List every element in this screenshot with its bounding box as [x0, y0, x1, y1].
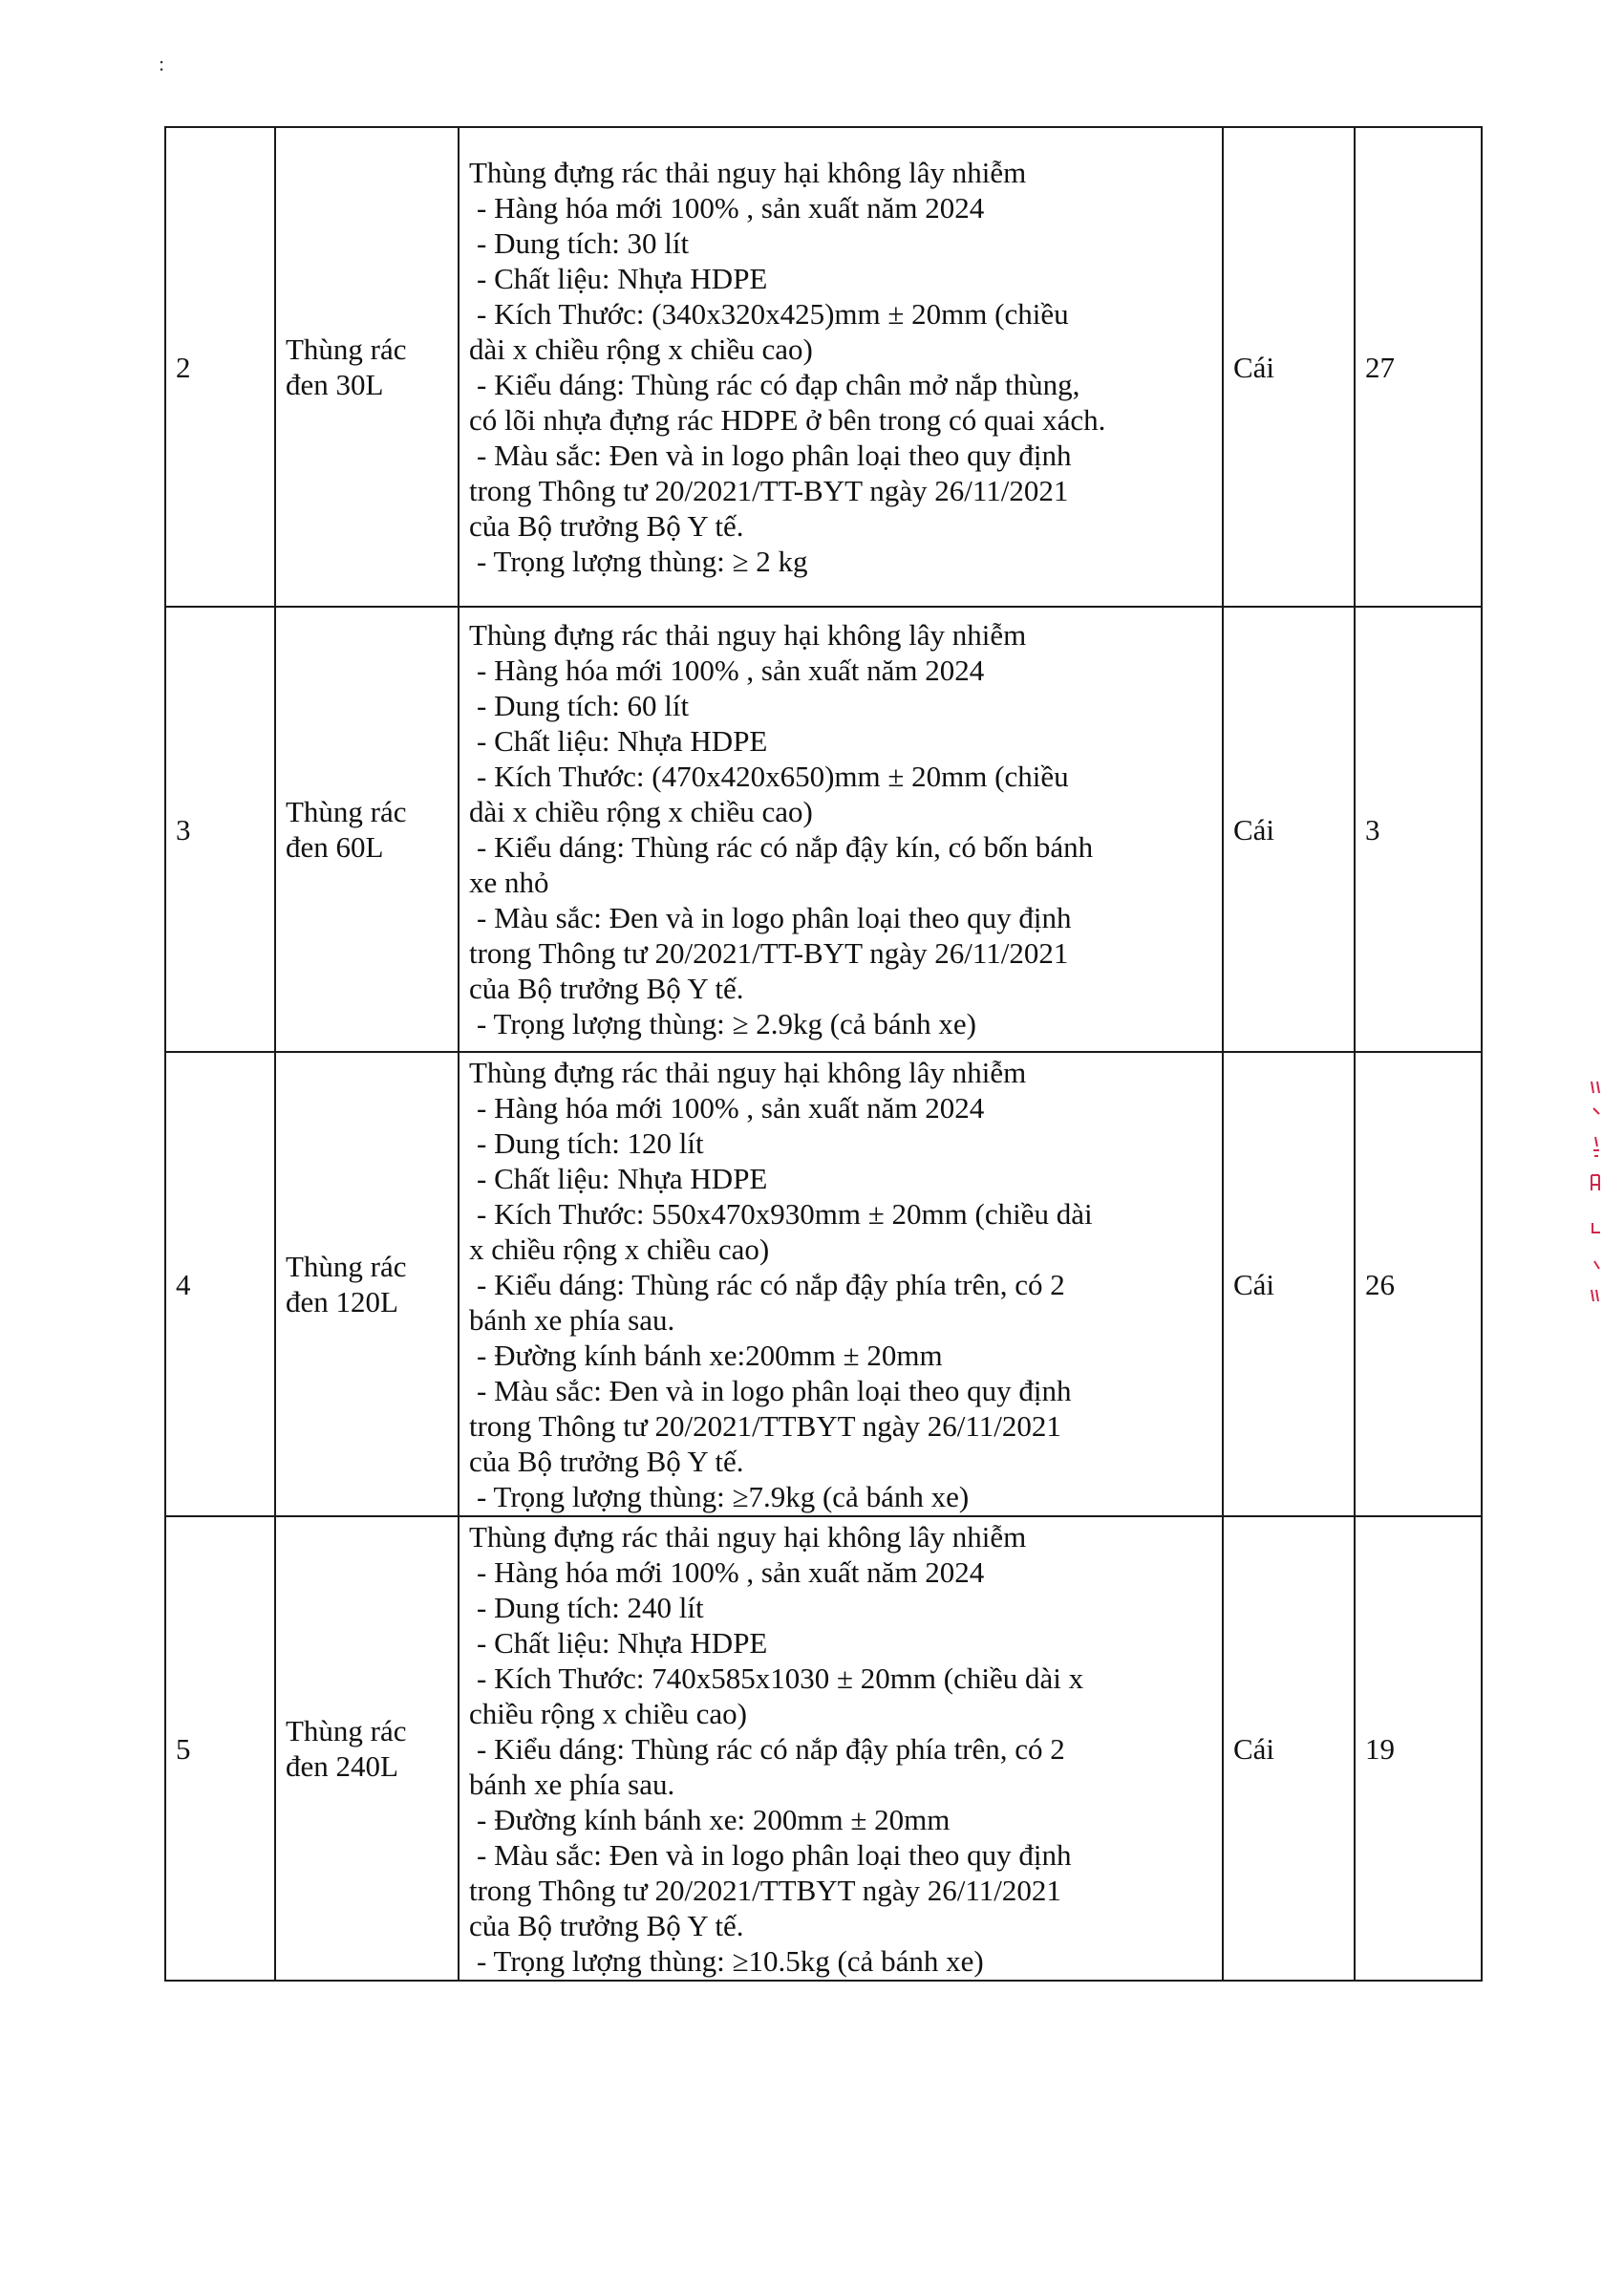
unit: Cái	[1223, 127, 1355, 607]
product-spec-table	[164, 126, 1483, 1982]
unit: Cái	[1223, 1052, 1355, 1516]
row-number: 2	[165, 127, 275, 607]
row-number: 5	[165, 1516, 275, 1981]
table-row	[165, 607, 1482, 1052]
quantity: 3	[1355, 607, 1482, 1052]
description-title: Thùng đựng rác thải nguy hại không lây nhiễm	[469, 1519, 1027, 1554]
description-title: Thùng đựng rác thải nguy hại không lây nhiễm	[469, 1055, 1027, 1089]
product-description: Thùng đựng rác thải nguy hại không lây nhiễm - Hàng hóa mới 100% , sản xuất năm 2024 - Dung tích: 240 lít - Chất liệu: Nhựa HDPE - Kích Thước: 740x585x1030 ± 20mm (chiều dài x chiều rộng x chiều cao) - Kiểu dáng: Thùng rác có nắp đậy phía trên, có 2 bánh xe phía sau. - Đường kính bánh xe: 200mm ± 20mm - Màu sắc: Đen và in logo phân loại theo quy định trong Thông tư 20/2021/TTBYT ngày 26/11/2021 của Bộ trưởng Bộ Y tế. - Trọng lượng thùng: ≥10.5kg (cả bánh xe)	[459, 1516, 1223, 1981]
product-name: Thùng rác đen 60L	[275, 607, 459, 1052]
product-name: Thùng rác đen 30L	[275, 127, 459, 607]
quantity: 26	[1355, 1052, 1482, 1516]
page-corner-mark: :	[159, 52, 165, 75]
product-name: Thùng rác đen 240L	[275, 1516, 459, 1981]
row-number: 4	[165, 1052, 275, 1516]
quantity: 19	[1355, 1516, 1482, 1981]
table-row	[165, 127, 1482, 607]
product-description: Thùng đựng rác thải nguy hại không lây nhiễm - Hàng hóa mới 100% , sản xuất năm 2024 - Dung tích: 60 lít - Chất liệu: Nhựa HDPE - Kích Thước: (470x420x650)mm ± 20mm (chiều dài x chiều rộng x chiều cao) - Kiểu dáng: Thùng rác có nắp đậy kín, có bốn bánh xe nhỏ - Màu sắc: Đen và in logo phân loại theo quy định trong Thông tư 20/2021/TT-BYT ngày 26/11/2021 của Bộ trưởng Bộ Y tế. - Trọng lượng thùng: ≥ 2.9kg (cả bánh xe)	[459, 607, 1223, 1052]
table-row	[165, 1516, 1482, 1981]
unit: Cái	[1223, 1516, 1355, 1981]
product-description: Thùng đựng rác thải nguy hại không lây nhiễm - Hàng hóa mới 100% , sản xuất năm 2024 - Dung tích: 120 lít - Chất liệu: Nhựa HDPE - Kích Thước: 550x470x930mm ± 20mm (chiều dài x chiều rộng x chiều cao) - Kiểu dáng: Thùng rác có nắp đậy phía trên, có 2 bánh xe phía sau. - Đường kính bánh xe:200mm ± 20mm - Màu sắc: Đen và in logo phân loại theo quy định trong Thông tư 20/2021/TTBYT ngày 26/11/2021 của Bộ trưởng Bộ Y tế. - Trọng lượng thùng: ≥7.9kg (cả bánh xe)	[459, 1052, 1223, 1516]
quantity: 27	[1355, 127, 1482, 607]
row-number: 3	[165, 607, 275, 1052]
product-name: Thùng rác đen 120L	[275, 1052, 459, 1516]
table-row	[165, 1052, 1482, 1516]
description-title: Thùng đựng rác thải nguy hại không lây nhiễm	[469, 618, 1027, 652]
description-title: Thùng đựng rác thải nguy hại không lây nhiễm	[469, 156, 1027, 189]
stamp-edge-icon	[1586, 1080, 1607, 1347]
product-description: Thùng đựng rác thải nguy hại không lây nhiễm - Hàng hóa mới 100% , sản xuất năm 2024 - Dung tích: 30 lít - Chất liệu: Nhựa HDPE - Kích Thước: (340x320x425)mm ± 20mm (chiều dài x chiều rộng x chiều cao) - Kiểu dáng: Thùng rác có đạp chân mở nắp thùng, có lõi nhựa đựng rác HDPE ở bên trong có quai xách. - Màu sắc: Đen và in logo phân loại theo quy định trong Thông tư 20/2021/TT-BYT ngày 26/11/2021 của Bộ trưởng Bộ Y tế. - Trọng lượng thùng: ≥ 2 kg	[459, 127, 1223, 607]
unit: Cái	[1223, 607, 1355, 1052]
